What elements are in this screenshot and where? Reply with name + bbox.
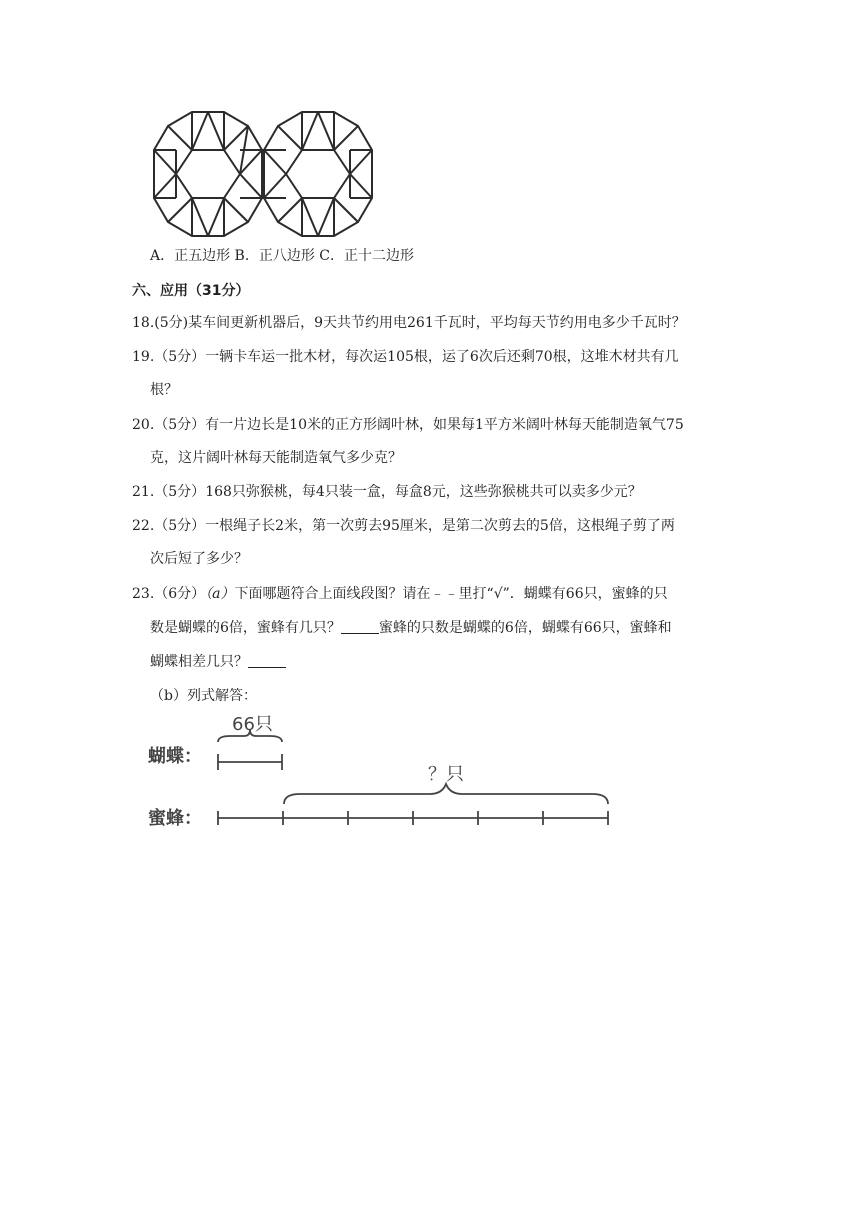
option-1-blank[interactable] [341, 619, 379, 634]
question-score: (5分) [154, 315, 189, 331]
question-number: 19. [132, 349, 155, 365]
question-22-cont: 次后短了多少？ [150, 551, 248, 567]
butterfly-label: 蝴蝶： [148, 746, 202, 767]
question-text: 有一片边长是10米的正方形阔叶林，如果每1平方米阔叶林每天能制造氧气75 [205, 417, 684, 433]
question-23-line2 [150, 618, 672, 638]
figure-options: A．正五边形 B．正八边形 C．正十二边形 [150, 248, 415, 264]
part-a-label: （a） [205, 586, 235, 602]
question-19-cont: 根？ [150, 382, 178, 398]
question-text: 某车间更新机器后，9天共节约用电261千瓦时，平均每天节约用电多少千瓦时？ [188, 315, 686, 331]
question-number: 21. [132, 484, 155, 500]
bee-label: 蜜蜂： [148, 808, 202, 829]
question-23 [132, 584, 668, 604]
option-2-text: 蜜蜂的只数是蝴蝶的6倍，蝴蝶有66只，蜜蜂和 [378, 620, 672, 636]
question-number: 22. [132, 518, 155, 534]
question-score: （5分） [154, 349, 206, 365]
section-heading: 六、应用（31分） [132, 283, 250, 299]
question-number: 18. [132, 315, 155, 331]
question-text: 一辆卡车运一批木材，每次运105根，运了6次后还剩70根，这堆木材共有几 [205, 349, 679, 365]
question-21 [132, 482, 642, 502]
question-23-line3 [150, 652, 286, 672]
butterfly-segment [218, 754, 282, 770]
line-segment-diagram [140, 708, 620, 833]
question-number: 20. [132, 417, 155, 433]
question-20-cont: 克，这片阔叶林每天能制造氧气多少克？ [150, 450, 402, 466]
bee-count: ？只 [428, 764, 464, 785]
question-23-part-b: （b）列式解答： [150, 688, 257, 704]
question-number: 23. [132, 586, 155, 602]
question-text: 一根绳子长2米，第一次剪去95厘米，是第二次剪去的5倍，这根绳子剪了两 [205, 518, 675, 534]
question-score: （5分） [154, 484, 206, 500]
question-19 [132, 347, 679, 367]
bee-brace [284, 784, 608, 804]
bee-segment [218, 811, 608, 825]
question-score: （5分） [154, 417, 206, 433]
question-18 [132, 313, 686, 333]
option-1-text: 数是蝴蝶的6倍，蜜蜂有几只？ [150, 620, 341, 636]
question-text: 168只弥猴桃，每4只装一盒，每盒8元，这些弥猴桃共可以卖多少元？ [205, 484, 642, 500]
question-20 [132, 415, 684, 435]
butterfly-count: 66只 [232, 714, 273, 735]
option-2-blank[interactable] [248, 653, 286, 668]
question-score: （5分） [154, 518, 206, 534]
twin-dodecagon-figure [148, 106, 384, 244]
question-22 [132, 516, 675, 536]
option-2-text-cont: 蝴蝶相差几只？ [150, 654, 248, 670]
question-text: 下面哪题符合上面线段图？请在﹣﹣里打“√”．蝴蝶有66只，蜜蜂的只 [234, 586, 668, 602]
question-score: （6分） [154, 586, 206, 602]
